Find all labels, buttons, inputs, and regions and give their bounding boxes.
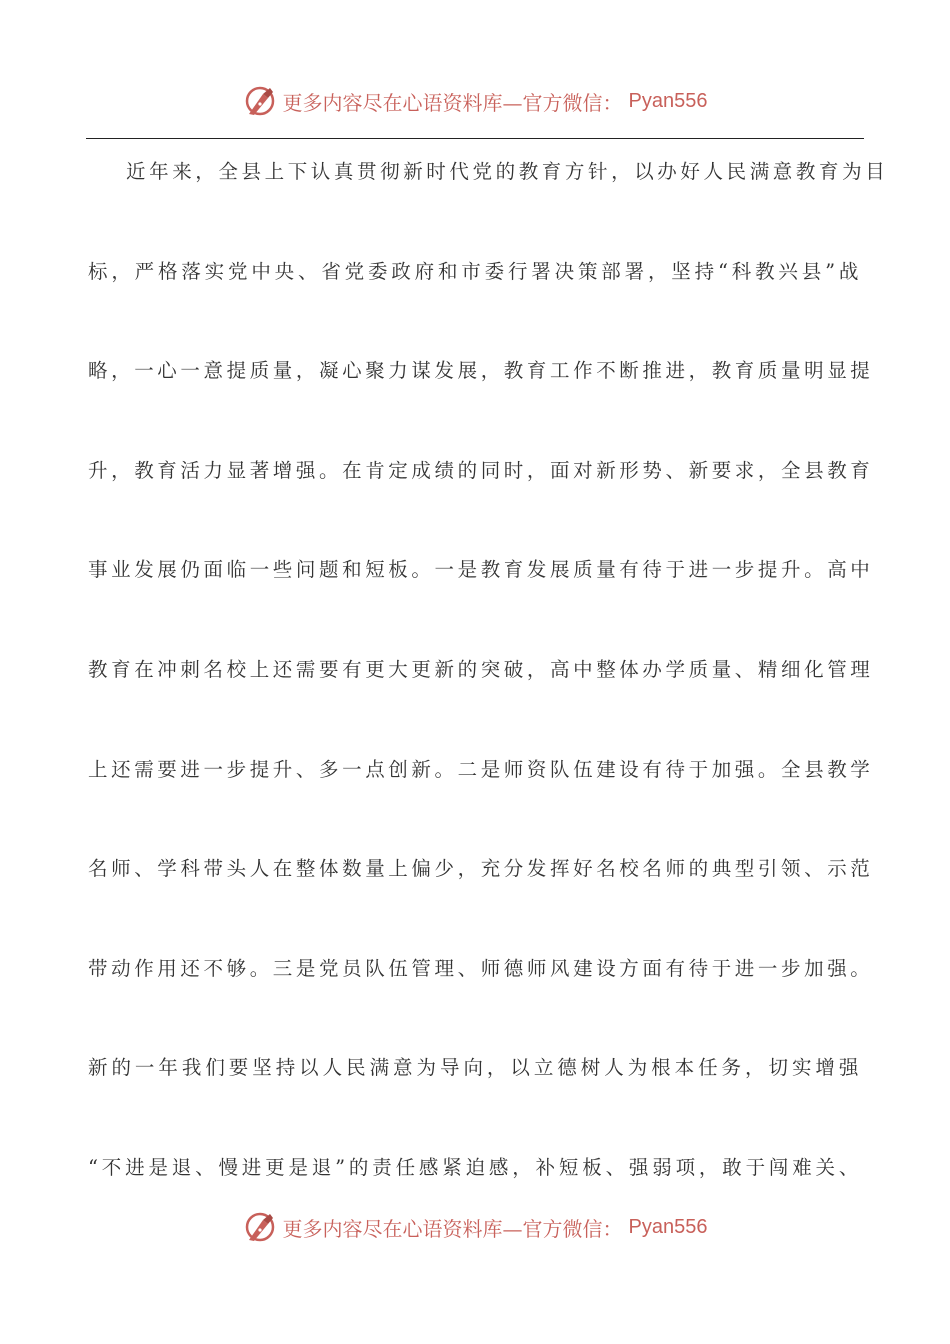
pen-nib-logo-icon [243, 1210, 277, 1244]
header-divider [86, 138, 864, 139]
header-banner [0, 84, 950, 118]
body-line: 教育在冲刺名校上还需要有更大更新的突破，高中整体办学质量、精细化管理 [88, 657, 874, 681]
body-line: “不进是退、慢进更是退”的责任感紧迫感，补短板、强弱项，敢于闯难关、 [88, 1155, 862, 1179]
body-line: 名师、学科带头人在整体数量上偏少，充分发挥好名校名师的典型引领、示范 [88, 857, 874, 881]
body-line: 略，一心一意提质量，凝心聚力谋发展，教育工作不断推进，教育质量明显提 [88, 359, 874, 383]
body-line: 标，严格落实党中央、省党委政府和市委行署决策部署，坚持“科教兴县”战 [88, 259, 862, 283]
body-line: 上还需要进一步提升、多一点创新。二是师资队伍建设有待于加强。全县教学 [88, 757, 874, 781]
footer-banner-text: 更多内容尽在心语资料库—官方微信： [282, 1216, 623, 1241]
pen-nib-logo-icon [243, 84, 277, 118]
body-line: 新的一年我们要坚持以人民满意为导向，以立德树人为根本任务，切实增强 [88, 1056, 862, 1080]
footer-wechat-id: Pyan556 [628, 1215, 708, 1238]
body-line: 事业发展仍面临一些问题和短板。一是教育发展质量有待于进一步提升。高中 [88, 558, 874, 582]
body-line: 近年来，全县上下认真贯彻新时代党的教育方针，以办好人民满意教育为目 [126, 160, 889, 183]
body-line: 带动作用还不够。三是党员队伍管理、师德师风建设方面有待于进一步加强。 [88, 956, 874, 980]
header-banner-text: 更多内容尽在心语资料库—官方微信： [282, 90, 623, 115]
header-wechat-id: Pyan556 [628, 89, 708, 112]
footer-banner [0, 1210, 950, 1244]
body-paragraph [88, 142, 889, 1238]
body-line: 升，教育活力显著增强。在肯定成绩的同时，面对新形势、新要求，全县教育 [88, 458, 874, 482]
